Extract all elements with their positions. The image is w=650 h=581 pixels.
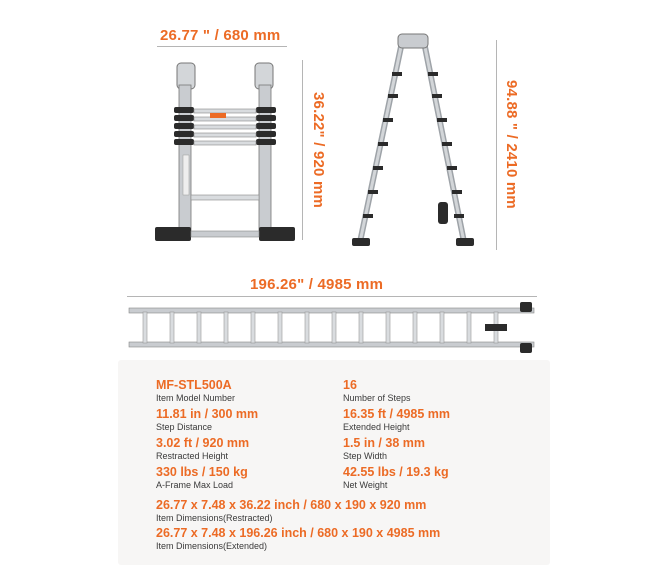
- spec-value: 42.55 lbs / 19.3 kg: [343, 465, 449, 479]
- spec-restracted-height: [156, 436, 249, 462]
- spec-value: 330 lbs / 150 kg: [156, 465, 248, 479]
- spec-value: MF-STL500A: [156, 378, 232, 392]
- spec-panel: [118, 360, 550, 565]
- extended-height-dimension-label: 94.88 " / 2410 mm: [503, 80, 520, 209]
- spec-label: Restracted Height: [156, 451, 229, 461]
- spec-label: Net Weight: [343, 480, 388, 490]
- extended-ladder-image: [125, 300, 545, 355]
- spec-value: 26.77 x 7.48 x 196.26 inch / 680 x 190 x 4985 mm: [156, 526, 441, 540]
- width-dimension-line: [157, 46, 287, 47]
- spec-model-number: [156, 378, 235, 404]
- spec-step-width: [343, 436, 425, 462]
- spec-label: Step Distance: [156, 422, 213, 432]
- a-frame-ladder-image: [350, 32, 480, 257]
- restracted-height-dimension-line: [302, 60, 303, 240]
- spec-label: Item Dimensions(Extended): [156, 541, 268, 551]
- spec-label: Item Dimensions(Restracted): [156, 513, 273, 523]
- spec-max-load: [156, 465, 248, 491]
- spec-net-weight: [343, 465, 449, 491]
- spec-label: Number of Steps: [343, 393, 411, 403]
- spec-extended-height: [343, 407, 450, 433]
- extended-length-dimension-line: [127, 296, 537, 297]
- spec-dimensions-extended: [156, 526, 440, 552]
- spec-label: A-Frame Max Load: [156, 480, 234, 490]
- spec-value: 16: [343, 378, 357, 392]
- spec-dimensions-restracted: [156, 498, 426, 524]
- spec-label: Item Model Number: [156, 393, 236, 403]
- extended-height-dimension-line: [496, 40, 497, 250]
- spec-value: 11.81 in / 300 mm: [156, 407, 259, 421]
- width-dimension-label: 26.77 " / 680 mm: [160, 27, 281, 44]
- extended-length-dimension-label: 196.26" / 4985 mm: [250, 276, 384, 293]
- spec-value: 1.5 in / 38 mm: [343, 436, 425, 450]
- spec-value: 3.02 ft / 920 mm: [156, 436, 250, 450]
- spec-value: 26.77 x 7.48 x 36.22 inch / 680 x 190 x 920 mm: [156, 498, 427, 512]
- spec-value: 16.35 ft / 4985 mm: [343, 407, 451, 421]
- spec-number-of-steps: [343, 378, 411, 404]
- spec-label: Extended Height: [343, 422, 410, 432]
- restracted-height-dimension-label: 36.22" / 920 mm: [310, 92, 327, 209]
- retracted-ladder-image: [150, 55, 300, 255]
- spec-label: Step Width: [343, 451, 388, 461]
- spec-step-distance: [156, 407, 258, 433]
